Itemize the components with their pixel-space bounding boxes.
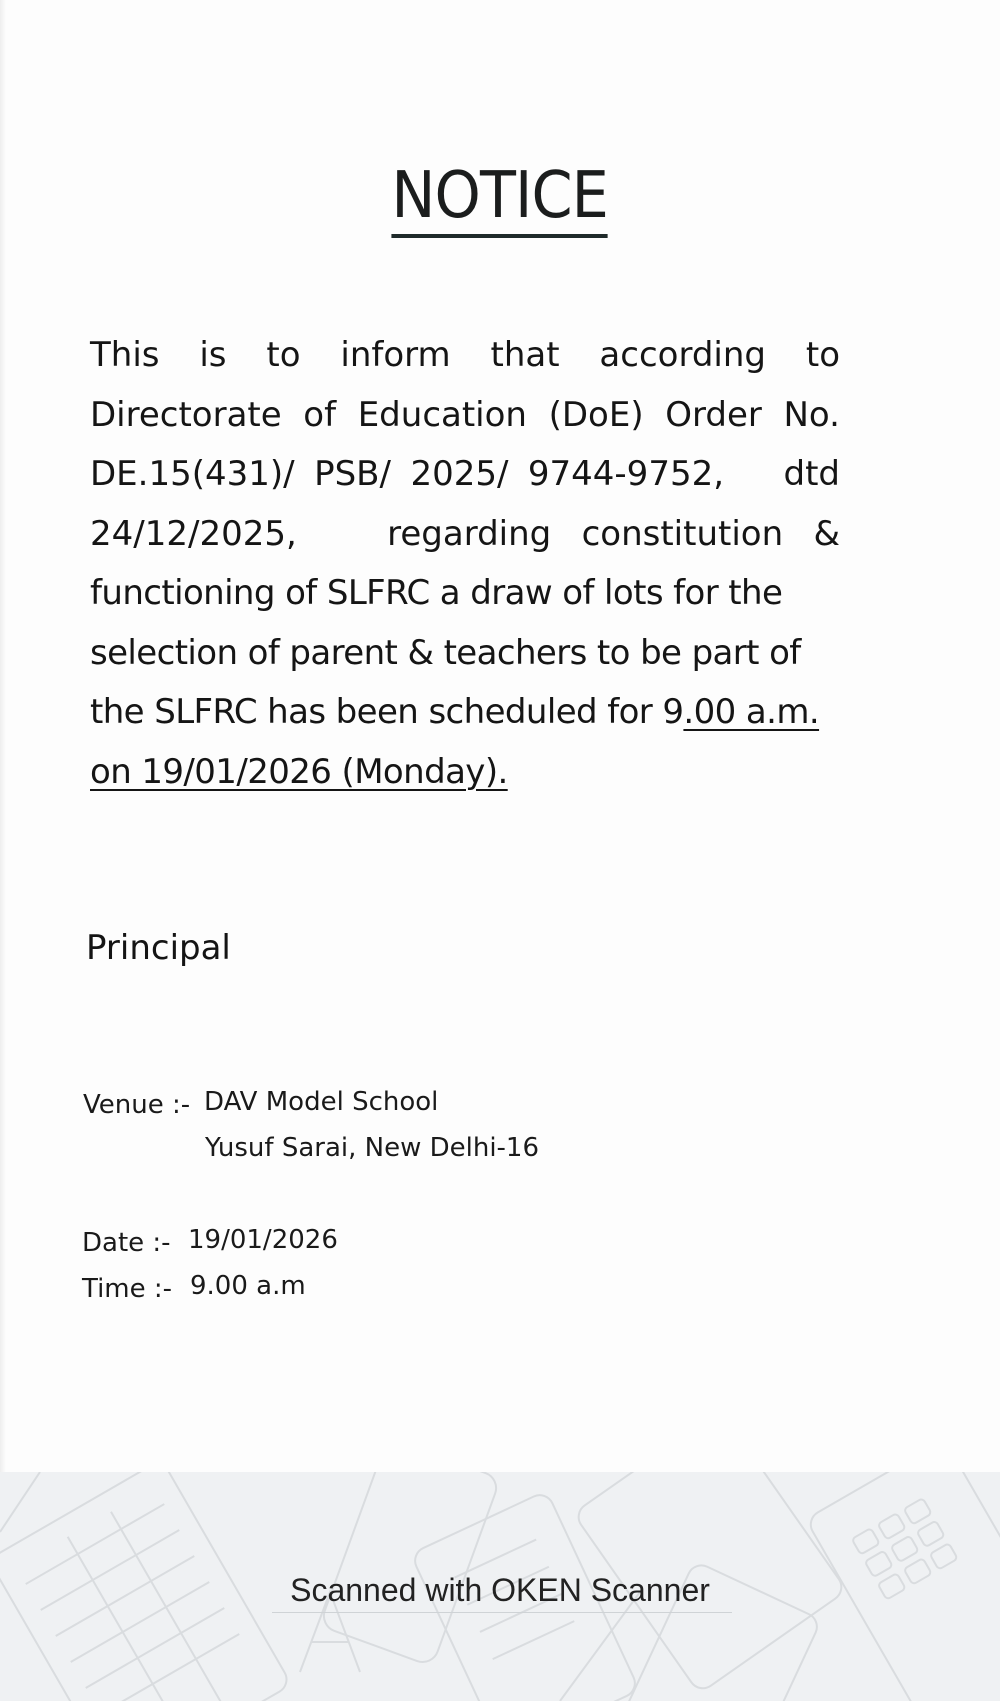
body-line-1 <box>90 326 840 386</box>
venue-line-1: DAV Model School <box>204 1087 439 1117</box>
watermark-underline <box>272 1612 732 1613</box>
word: constitution <box>581 513 784 554</box>
body-line-7 <box>90 683 840 743</box>
word: No. <box>783 394 840 435</box>
word: 2025/ <box>410 454 509 494</box>
venue-line-2: Yusuf Sarai, New Delhi-16 <box>205 1133 540 1163</box>
body-line-8 <box>90 743 840 803</box>
word: that <box>490 335 560 375</box>
scanner-watermark-banner <box>0 1472 1000 1701</box>
word: 9744-9752, <box>527 454 725 494</box>
body-line-4 <box>90 505 840 565</box>
venue-label: Venue :- <box>83 1090 191 1120</box>
word: & <box>813 513 840 554</box>
word: Directorate <box>90 394 282 435</box>
notice-title: NOTICE <box>392 160 609 238</box>
word: Education <box>357 394 527 435</box>
notice-heading <box>0 160 1000 238</box>
word: DE.15(431)/ <box>90 454 295 494</box>
word: of <box>303 394 337 435</box>
body-line-5 <box>90 564 840 624</box>
line-text: functioning of SLFRC a draw of lots for the <box>90 573 783 613</box>
word: according <box>599 335 766 375</box>
word: This <box>90 335 160 375</box>
line-text: selection of parent & teachers to be part of <box>90 632 801 673</box>
schedule-time-underlined: .00 a.m. <box>683 692 820 732</box>
schedule-text: the SLFRC has been scheduled for 9 <box>90 692 684 732</box>
date-value: 19/01/2026 <box>188 1225 338 1255</box>
line-text <box>90 683 819 743</box>
body-line-6 <box>90 624 840 684</box>
word: Order <box>665 394 762 435</box>
word: to <box>266 335 301 375</box>
notice-body <box>90 326 840 802</box>
time-value: 9.00 a.m <box>190 1271 306 1301</box>
word: 24/12/2025, <box>90 513 297 554</box>
word: PSB/ <box>314 454 391 494</box>
watermark-text: Scanned with OKEN Scanner <box>290 1572 710 1608</box>
date-label: Date :- <box>82 1228 171 1258</box>
word: regarding <box>387 513 552 554</box>
body-line-3 <box>90 445 840 505</box>
word: dtd <box>783 454 840 494</box>
word: to <box>805 335 840 375</box>
body-line-2 <box>90 386 840 446</box>
word: is <box>199 335 227 375</box>
time-label: Time :- <box>82 1274 173 1304</box>
schedule-date-underlined: on 19/01/2026 (Monday). <box>90 751 508 792</box>
word: (DoE) <box>548 394 644 435</box>
signatory: Principal <box>86 928 231 968</box>
word: inform <box>340 335 451 375</box>
